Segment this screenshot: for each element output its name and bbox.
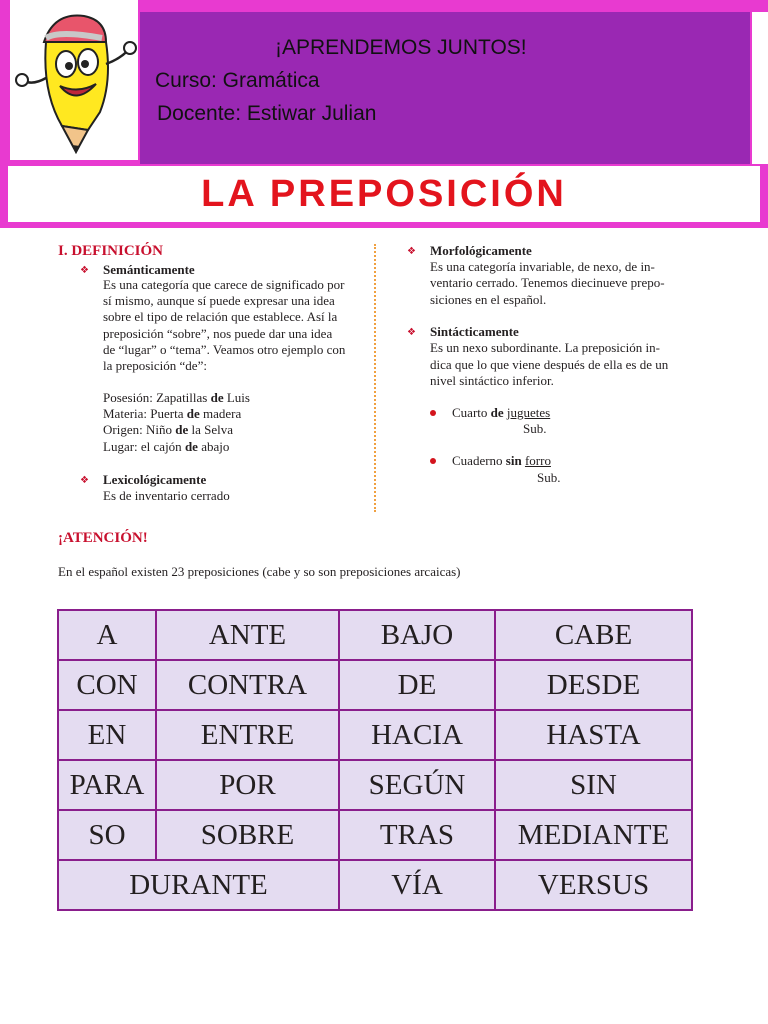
- table-row: [58, 710, 692, 760]
- table-cell: HASTA: [495, 710, 692, 760]
- table-cell: VÍA: [339, 860, 495, 910]
- table-cell: ANTE: [156, 610, 339, 660]
- example-line: Lugar: el cajón de abajo: [103, 439, 230, 454]
- teacher-label: Docente: Estiwar Julian: [157, 102, 377, 125]
- paragraph-line: sí mismo, aunque sí puede expresar una idea: [103, 293, 335, 308]
- table-row: [58, 660, 692, 710]
- subheading-sintacticamente: Sintácticamente: [430, 324, 519, 339]
- attention-heading: ¡ATENCIÓN!: [58, 530, 148, 546]
- paragraph-line: siciones en el español.: [430, 292, 547, 307]
- diamond-bullet-icon: ❖: [407, 246, 416, 257]
- table-row: [58, 760, 692, 810]
- prepositions-table: [57, 609, 693, 911]
- table-cell: CON: [58, 660, 156, 710]
- example-line: Posesión: Zapatillas de Luis: [103, 390, 250, 405]
- table-cell: TRAS: [339, 810, 495, 860]
- attention-text: En el español existen 23 preposiciones (cabe y so son preposiciones arcaicas): [58, 564, 461, 579]
- pencil-mascot-icon: [14, 2, 138, 158]
- table-cell: SEGÚN: [339, 760, 495, 810]
- paragraph-line: la preposición “de”:: [103, 358, 207, 373]
- table-cell: HACIA: [339, 710, 495, 760]
- paragraph-line: preposición “sobre”, nos puede dar una idea: [103, 326, 333, 341]
- example-line: Cuarto de juguetes: [452, 405, 551, 420]
- title-banner: [8, 166, 760, 222]
- diamond-bullet-icon: ❖: [407, 327, 416, 338]
- subheading-lexicologicamente: Lexicológicamente: [103, 472, 207, 487]
- table-cell: DURANTE: [58, 860, 339, 910]
- table-cell: MEDIANTE: [495, 810, 692, 860]
- diamond-bullet-icon: ❖: [80, 475, 89, 486]
- paragraph-line: ventario cerrado. Tenemos diecinueve prepo-: [430, 275, 665, 290]
- diamond-bullet-icon: ❖: [80, 265, 89, 276]
- table-row: [58, 860, 692, 910]
- column-divider: [374, 244, 376, 512]
- table-cell: PARA: [58, 760, 156, 810]
- course-label: Curso: Gramática: [155, 69, 320, 92]
- page-title: LA PREPOSICIÓN: [201, 172, 567, 215]
- table-cell: POR: [156, 760, 339, 810]
- table-cell: CONTRA: [156, 660, 339, 710]
- subheading-morfologicamente: Morfológicamente: [430, 243, 532, 258]
- table-cell: VERSUS: [495, 860, 692, 910]
- header-slogan: ¡APRENDEMOS JUNTOS!: [275, 36, 527, 59]
- paragraph-line: nivel sintáctico inferior.: [430, 373, 554, 388]
- table-cell: A: [58, 610, 156, 660]
- paragraph-line: Es de inventario cerrado: [103, 488, 230, 503]
- table-cell: SO: [58, 810, 156, 860]
- table-cell: CABE: [495, 610, 692, 660]
- table-cell: SIN: [495, 760, 692, 810]
- table-cell: DESDE: [495, 660, 692, 710]
- section-heading-definicion: I. DEFINICIÓN: [58, 243, 164, 259]
- paragraph-line: Es una categoría que carece de significado por: [103, 277, 345, 292]
- example-line: Cuaderno sin forro: [452, 453, 551, 468]
- table-cell: SOBRE: [156, 810, 339, 860]
- example-line: Materia: Puerta de madera: [103, 406, 242, 421]
- sub-marker: Sub.: [523, 421, 547, 436]
- header-strip: [752, 12, 768, 164]
- table-cell: DE: [339, 660, 495, 710]
- table-cell: BAJO: [339, 610, 495, 660]
- subheading-semanticamente: Semánticamente: [103, 262, 195, 277]
- bullet-dot-icon: [430, 458, 436, 464]
- example-line: Origen: Niño de la Selva: [103, 422, 233, 437]
- table-cell: ENTRE: [156, 710, 339, 760]
- paragraph-line: Es un nexo subordinante. La preposición in-: [430, 340, 660, 355]
- paragraph-line: Es una categoría invariable, de nexo, de in-: [430, 259, 655, 274]
- paragraph-line: de “lugar” o “tema”. Veamos otro ejemplo con: [103, 342, 346, 357]
- sub-marker: Sub.: [537, 470, 561, 485]
- paragraph-line: sobre el tipo de relación que establece. Así la: [103, 309, 338, 324]
- table-row: [58, 810, 692, 860]
- paragraph-line: dica que lo que viene después de ella es de un: [430, 357, 669, 372]
- bullet-dot-icon: [430, 410, 436, 416]
- table-cell: EN: [58, 710, 156, 760]
- table-row: [58, 610, 692, 660]
